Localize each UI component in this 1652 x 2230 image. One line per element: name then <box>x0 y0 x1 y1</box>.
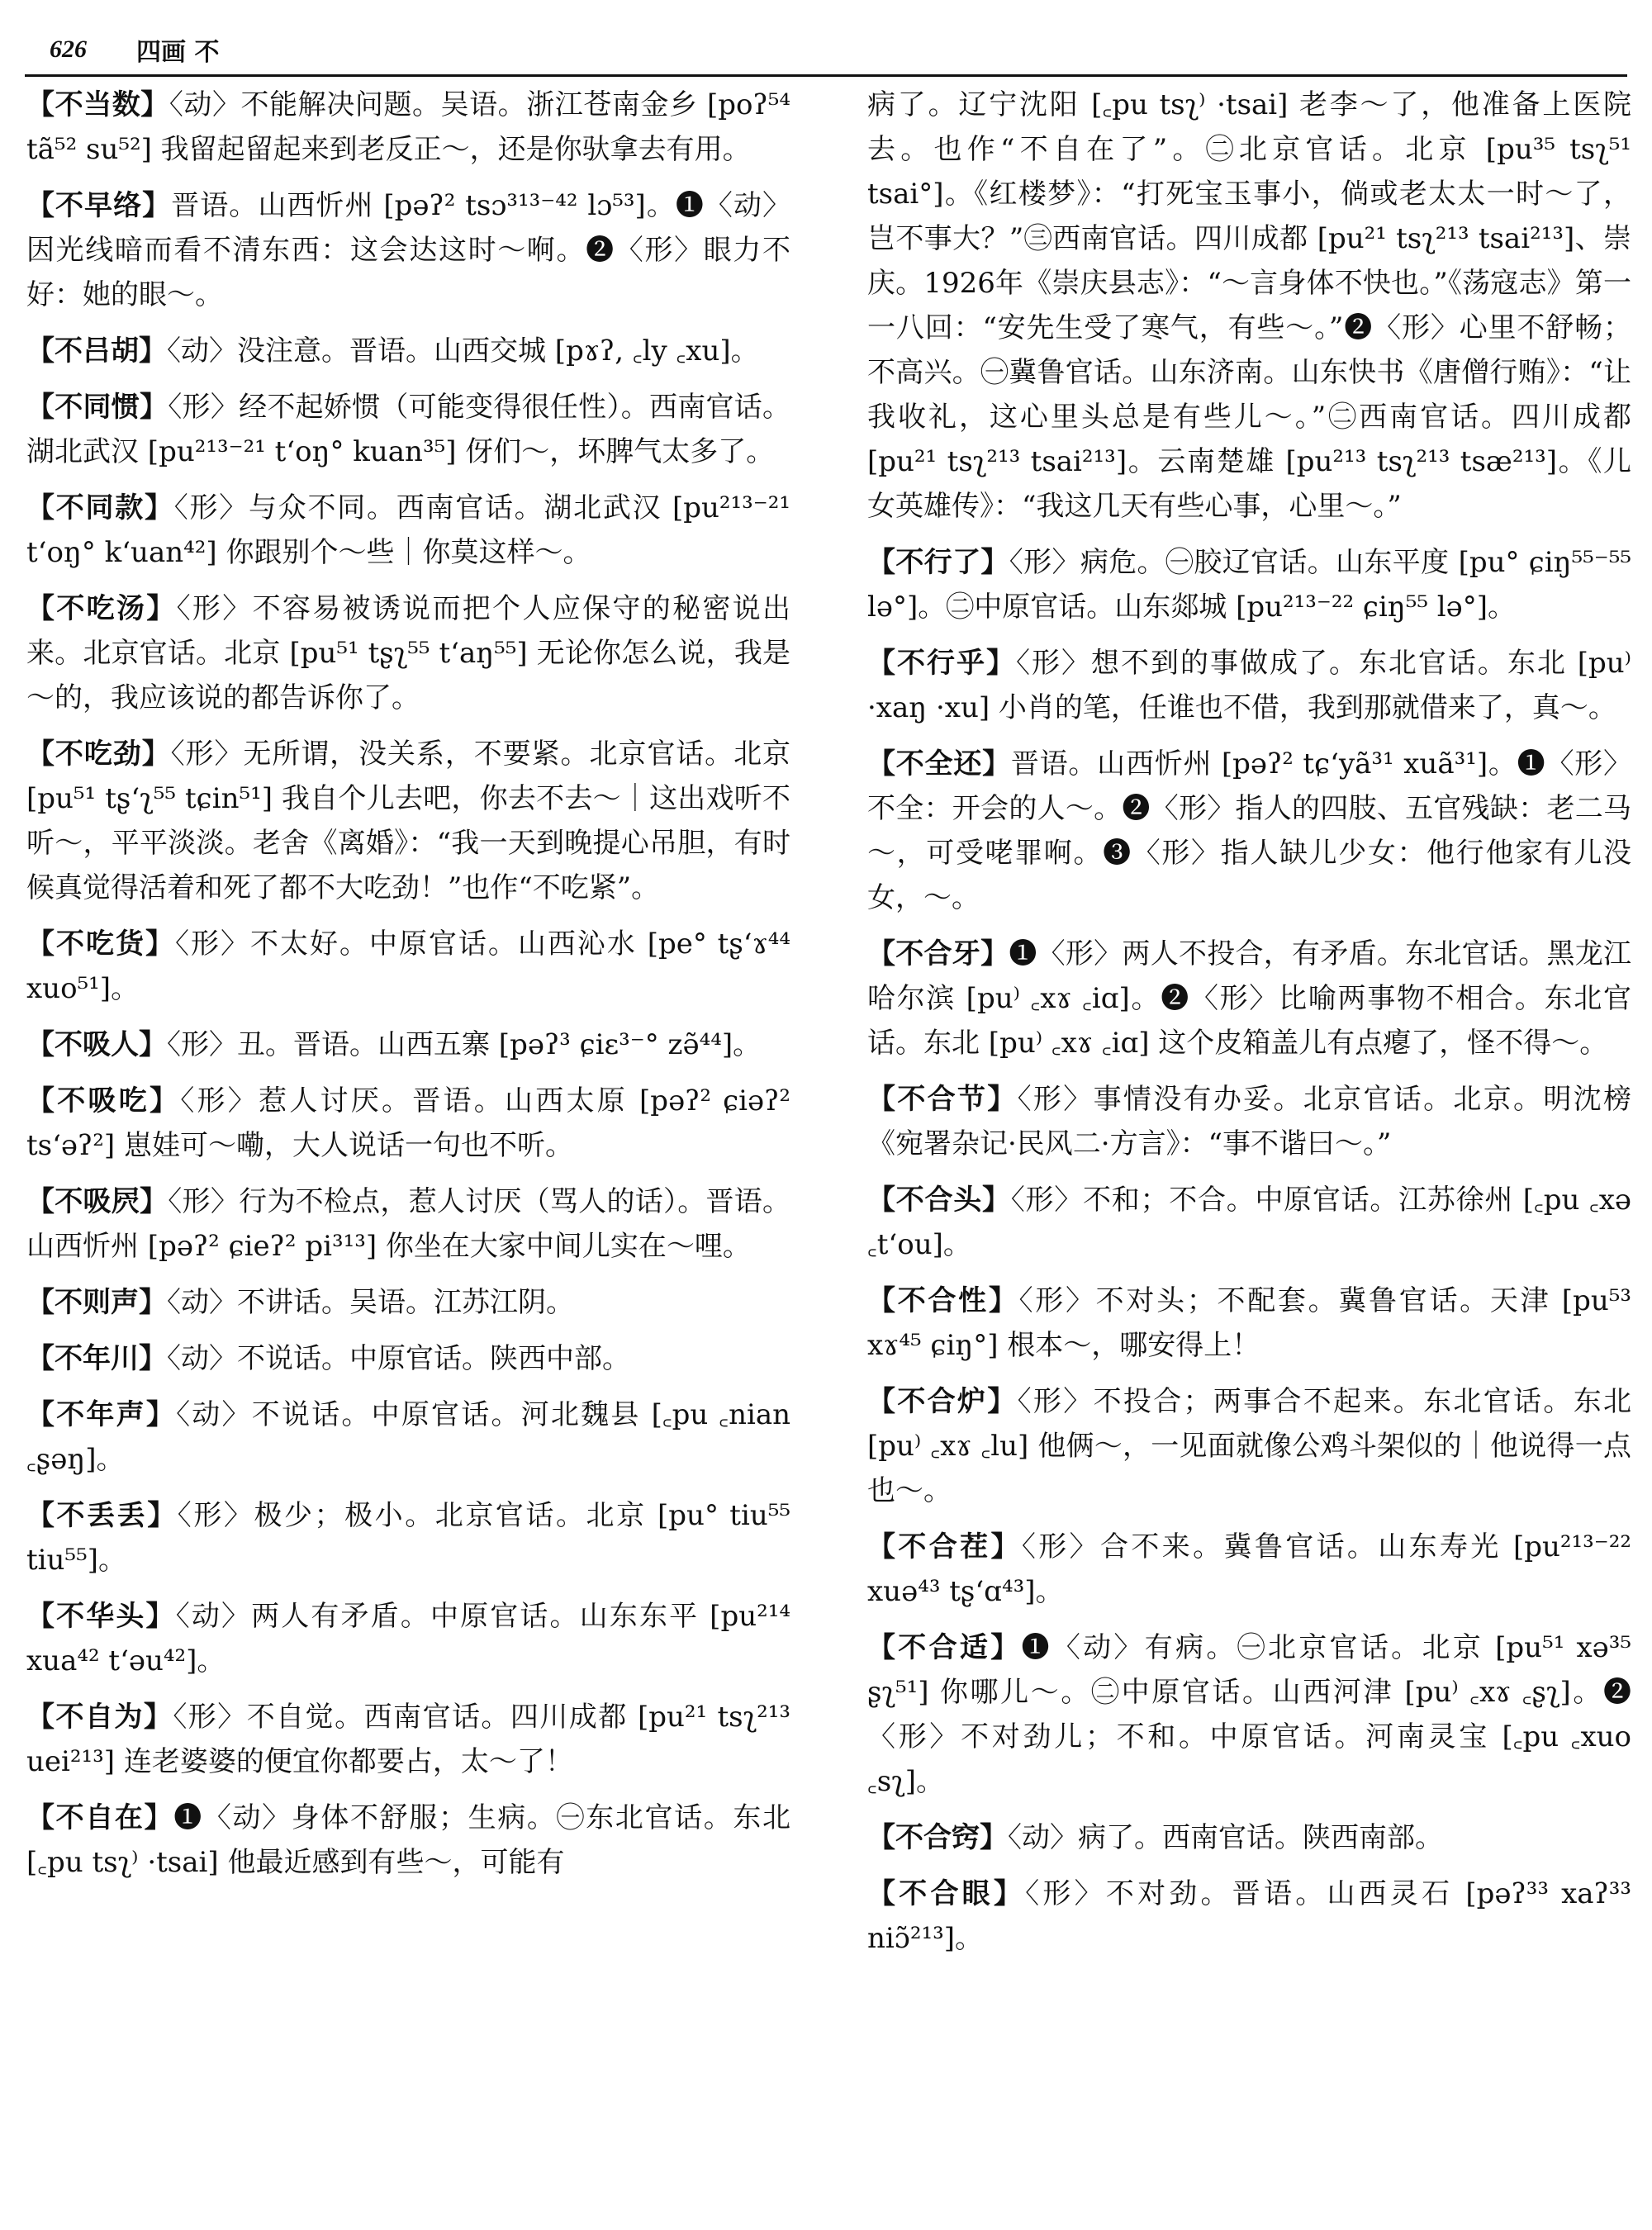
dictionary-entry <box>867 1525 1631 1614</box>
entry-definition: 〈动〉不说话。中原官话。陕西中部。 <box>167 1342 630 1375</box>
entry-definition: 〈形〉不自觉。西南官话。四川成都 [pu²¹ tsʅ²¹³ uei²¹³] 连老婆婆的便宜你都要占，太～了！ <box>26 1701 791 1778</box>
entry-headword: 【不华头】 <box>26 1600 176 1633</box>
dictionary-entry <box>867 1872 1631 1961</box>
dictionary-entry <box>26 732 790 910</box>
dictionary-entry <box>26 1022 790 1067</box>
entry-definition: 晋语。山西忻州 [pəʔ² tsɔ³¹³⁻⁴² lɔ⁵³]。❶〈动〉因光线暗而看不清东西：这会达这时～哬。❷〈形〉眼力不好：她的眼～。 <box>26 189 790 311</box>
dictionary-entry <box>867 1625 1631 1804</box>
dictionary-entry <box>26 1796 790 1885</box>
header-rule <box>25 74 1627 77</box>
entry-definition: ❶〈动〉身体不舒服；生病。㊀东北官话。东北 [꜀pu tsʅ⁾ ·tsai] 他最近感到有些～，可能有 <box>26 1801 791 1879</box>
entry-definition: 〈形〉不投合；两事合不起来。东北官话。东北 [pu⁾ ꜀xɤ ꜀lu] 他俩～，一见面就像公鸡斗架似的｜他说得一点也～。 <box>867 1385 1632 1507</box>
dictionary-entry <box>26 586 790 720</box>
entry-headword: 【不自为】 <box>26 1701 173 1734</box>
dictionary-entry <box>26 922 790 1011</box>
entry-definition: 〈形〉事情没有办妥。北京官话。北京。明沈榜《宛署杂记·民风二·方言》：“事不谐曰～。” <box>867 1083 1632 1160</box>
entry-headword: 【不年声】 <box>26 1398 177 1431</box>
entry-headword: 【不吕胡】 <box>26 334 167 368</box>
entry-definition: ❶〈形〉两人不投合，有矛盾。东北官话。黑龙江哈尔滨 [pu⁾ ꜀xɤ ꜀iɑ]。❷〈形〉比喻两事物不相合。东北官话。东北 [pu⁾ ꜀xɤ ꜀iɑ] 这个皮箱盖儿有点瘪了，怪不得～。 <box>867 937 1632 1060</box>
dictionary-entry <box>867 1379 1631 1513</box>
page-header <box>50 25 1619 74</box>
dictionary-entry <box>867 1815 1631 1860</box>
entry-headword: 【不自在】 <box>26 1801 174 1834</box>
dictionary-entry <box>867 1279 1631 1368</box>
dictionary-entry <box>26 83 790 172</box>
right-column <box>867 83 1631 1972</box>
dictionary-entry <box>26 1594 790 1683</box>
entry-definition: ❶〈动〉有病。㊀北京官话。北京 [pu⁵¹ xə³⁵ ʂʅ⁵¹] 你哪儿～。㊁中原官话。山西河津 [pu⁾ ꜀xɤ ꜀ʂʅ]。❷〈形〉不对劲儿；不和。中原官话。河南灵宝 [꜀pu ꜀xuo ꜀sʅ]。 <box>867 1631 1632 1798</box>
entry-definition: 〈形〉不太好。中原官话。山西沁水 [pe° tʂ‘ɤ⁴⁴ xuo⁵¹]。 <box>26 928 791 1005</box>
entry-headword: 【不吃汤】 <box>26 592 177 625</box>
entry-headword: 【不全还】 <box>867 747 1011 780</box>
left-column <box>26 83 790 1896</box>
entry-headword: 【不合眼】 <box>867 1877 1026 1910</box>
entry-definition: 〈形〉行为不检点，惹人讨厌（骂人的话）。晋语。山西忻州 [pəʔ² ɕieʔ² pi³¹³] 你坐在大家中间儿实在～哩。 <box>26 1185 790 1263</box>
entry-definition: 〈动〉不讲话。吴语。江苏江阴。 <box>167 1286 574 1319</box>
entry-headword: 【不行了】 <box>867 546 1009 579</box>
entry-headword: 【不合炉】 <box>867 1385 1018 1418</box>
entry-headword: 【不合节】 <box>867 1083 1018 1116</box>
entry-definition: 〈动〉病了。西南官话。陕西南部。 <box>1008 1821 1443 1854</box>
entry-definition: 〈形〉经不起娇惯（可能变得很任性）。西南官话。湖北武汉 [pu²¹³⁻²¹ t‘oŋ° kuan³⁵] 伢们～，坏脾气太多了。 <box>26 391 790 468</box>
entry-definition: 〈形〉无所谓，没关系，不要紧。北京官话。北京 [pu⁵¹ tʂ‘ʅ⁵⁵ tɕin⁵¹] 我自个儿去吧，你去不去～｜这出戏听不听～，平平淡淡。老舍《离婚》：“我一天到晚提心吊胆，有时候真觉得活着和死了都不大吃劲！”也作“不吃紧”。 <box>26 738 791 904</box>
entry-definition: 〈形〉病危。㊀胶辽官话。山东平度 [pu° ɕiŋ⁵⁵⁻⁵⁵ lə°]。㊁中原官话。山东郯城 [pu²¹³⁻²² ɕiŋ⁵⁵ lə°]。 <box>867 546 1631 624</box>
entry-definition: 〈形〉不对头；不配套。冀鲁官话。天津 [pu⁵³ xɤ⁴⁵ ɕiŋ°] 根本～，哪安得上！ <box>867 1284 1631 1362</box>
entry-headword: 【不吸吃】 <box>26 1084 181 1117</box>
entry-definition: 〈形〉与众不同。西南官话。湖北武汉 [pu²¹³⁻²¹ t‘oŋ° k‘uan⁴²] 你跟别个～些｜你莫这样～。 <box>26 491 790 569</box>
entry-definition: 〈形〉想不到的事做成了。东北官话。东北 [pu⁾ ·xaŋ ·xu] 小肖的笔，任谁也不借，我到那就借来了，真～。 <box>867 647 1631 724</box>
entry-definition: 〈动〉不说话。中原官话。河北魏县 [꜀pu ꜀nian ꜀ʂəŋ]。 <box>26 1398 791 1476</box>
entry-headword: 【不合牙】 <box>867 937 1009 970</box>
dictionary-entry <box>26 1280 790 1325</box>
entry-headword: 【不则声】 <box>26 1286 167 1319</box>
entry-headword: 【不丢丢】 <box>26 1499 178 1532</box>
entry-definition: 〈动〉不能解决问题。吴语。浙江苍南金乡 [poʔ⁵⁴ tã⁵² su⁵²] 我留起留起来到老反正～，还是你驮拿去有用。 <box>26 88 790 166</box>
section-title: 四画 不 <box>136 38 220 67</box>
dictionary-entry <box>867 540 1631 629</box>
dictionary-entry <box>867 1077 1631 1166</box>
entry-headword: 【不合适】 <box>867 1631 1022 1664</box>
entry-headword: 【不合性】 <box>867 1284 1019 1317</box>
page-number: 626 <box>50 36 87 63</box>
dictionary-entry <box>26 1079 790 1168</box>
entry-definition: 〈形〉惹人讨厌。晋语。山西太原 [pəʔ² ɕiəʔ² ts‘əʔ²] 崽娃可～嘞，大人说话一句也不听。 <box>26 1084 790 1162</box>
dictionary-entry <box>26 1695 790 1784</box>
dictionary-entry <box>26 329 790 373</box>
entry-headword: 【不吸人】 <box>26 1028 167 1061</box>
dictionary-entry <box>26 1493 790 1582</box>
entry-definition: 〈动〉两人有矛盾。中原官话。山东东平 [pu²¹⁴ xua⁴² t‘əu⁴²]。 <box>26 1600 790 1677</box>
entry-definition: 晋语。山西忻州 [pəʔ² tɕ‘yã³¹ xuã³¹]。❶〈形〉不全：开会的人～。❷〈形〉指人的四肢、五官残缺：老二马～，可受咾罪哬。❸〈形〉指人缺儿少女：他行他家有儿没女，～。 <box>867 747 1631 914</box>
entry-headword: 【不同惯】 <box>26 391 169 424</box>
entry-definition: 〈形〉合不来。冀鲁官话。山东寿光 [pu²¹³⁻²² xuə⁴³ tʂ‘ɑ⁴³]。 <box>867 1530 1631 1608</box>
entry-definition: 〈动〉没注意。晋语。山西交城 [pɤʔ, ꜀ly ꜀xu]。 <box>167 334 759 368</box>
entry-headword: 【不年川】 <box>26 1342 167 1375</box>
dictionary-entry <box>26 385 790 474</box>
entry-headword: 【不合窍】 <box>867 1821 1008 1854</box>
entry-headword: 【不早络】 <box>26 189 172 222</box>
dictionary-entry <box>867 742 1631 920</box>
entry-headword: 【不合头】 <box>867 1184 1011 1217</box>
entry-headword: 【不同款】 <box>26 491 174 524</box>
entry-headword: 【不合茬】 <box>867 1530 1022 1563</box>
entry-headword: 【不吃劲】 <box>26 738 171 771</box>
dictionary-entry-continued <box>867 83 1631 529</box>
dictionary-entry <box>867 1178 1631 1267</box>
entry-definition: 〈形〉丑。晋语。山西五寨 [pəʔ³ ɕiɛ³⁻° zə̃⁴⁴]。 <box>167 1028 762 1061</box>
entry-definition: 〈形〉不容易被诱说而把个人应保守的秘密说出来。北京官话。北京 [pu⁵¹ tʂʅ⁵⁵ t‘aŋ⁵⁵] 无论你怎么说，我是～的，我应该说的都告诉你了。 <box>26 592 791 714</box>
dictionary-entry <box>26 183 790 317</box>
dictionary-entry <box>26 1336 790 1381</box>
dictionary-entry <box>867 932 1631 1065</box>
dictionary-entry <box>26 486 790 575</box>
dictionary-entry <box>26 1179 790 1269</box>
entry-headword: 【不行乎】 <box>867 647 1016 680</box>
entry-headword: 【不吃货】 <box>26 928 175 961</box>
dictionary-entry <box>867 641 1631 730</box>
entry-definition: 〈形〉不对劲。晋语。山西灵石 [pəʔ³³ xaʔ³³ niɔ̃²¹³]。 <box>867 1877 1632 1955</box>
entry-definition: 〈形〉不和；不合。中原官话。江苏徐州 [꜀pu ꜀xə ꜀t‘ou]。 <box>867 1184 1631 1261</box>
entry-definition: 〈形〉极少；极小。北京官话。北京 [pu° tiu⁵⁵ tiu⁵⁵]。 <box>26 1499 790 1577</box>
entry-headword: 【不当数】 <box>26 88 169 121</box>
entry-headword: 【不吸屄】 <box>26 1185 169 1218</box>
dictionary-entry <box>26 1393 790 1482</box>
entry-definition: 病了。辽宁沈阳 [꜀pu tsʅ⁾ ·tsai] 老李～了，他准备上医院去。也作“不自在了”。㊁北京官话。北京 [pu³⁵ tsʅ⁵¹ tsai°]。《红楼梦》：“打死宝玉事小，倘或老太太一时～了，岂不事大？”㊂西南官话。四川成都 [pu²¹ tsʅ²¹³ tsai²¹³]、崇庆。1926年《崇庆县志》：“～言身体不快也。”《荡寇志》第一一八回：“安先生受了寒气，有些～。”❷〈形〉心里不舒畅；不高兴。㊀冀鲁官话。山东济南。山东快书《唐僧行贿》：“让我收礼，这心里头总是有些儿～。”㊁西南官话。四川成都 [pu²¹ tsʅ²¹³ tsai²¹³]。云南楚雄 [pu²¹³ tsʅ²¹³ tsæ²¹³]。《儿女英雄传》：“我这几天有些心事，心里～。” <box>867 88 1631 523</box>
